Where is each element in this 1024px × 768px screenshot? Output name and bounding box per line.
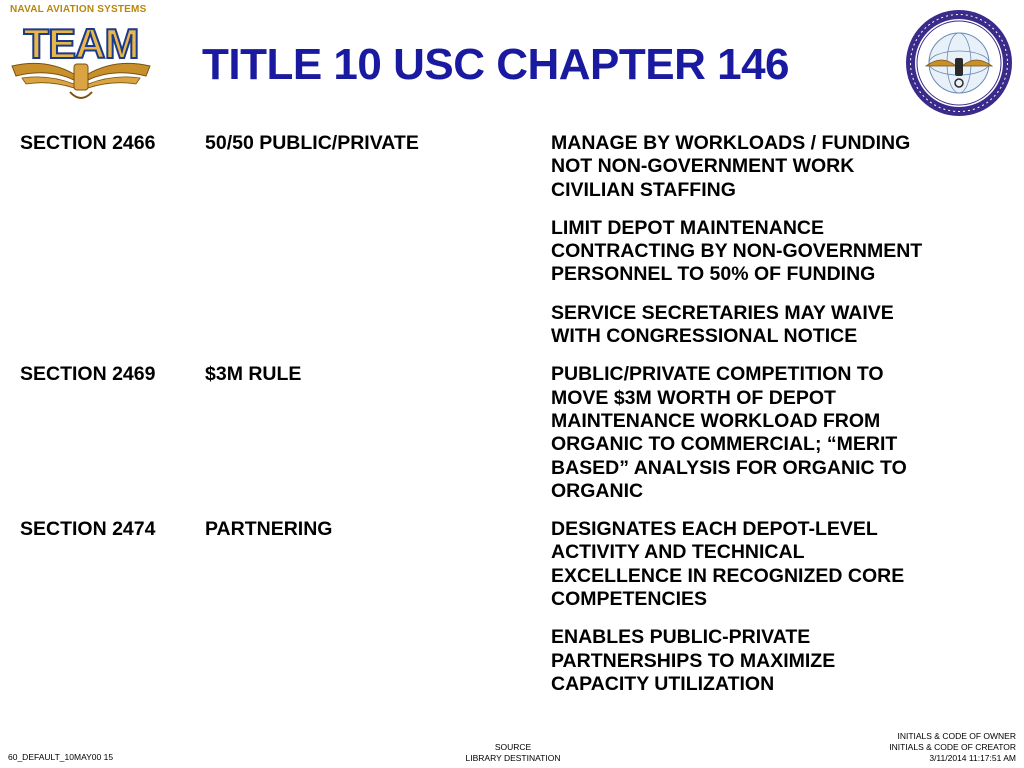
footer-slide-id: 60_DEFAULT_10MAY00 15 xyxy=(8,752,114,762)
org-name: NAVAL AVIATION SYSTEMS xyxy=(10,4,147,15)
team-logo-text: TEAM xyxy=(23,20,139,67)
section-description xyxy=(551,518,1001,611)
section-topic: 50/50 PUBLIC/PRIVATE xyxy=(205,132,419,154)
section-descriptions xyxy=(551,518,1001,696)
section-descriptions xyxy=(551,132,1001,348)
sections-table xyxy=(20,132,1010,711)
section-number: SECTION 2474 xyxy=(20,518,156,541)
description-line: MOVE $3M WORTH OF DEPOT xyxy=(551,386,836,409)
description-line: ORGANIC xyxy=(551,479,644,502)
description-line: WITH CONGRESSIONAL NOTICE xyxy=(551,325,858,348)
description-line: DESIGNATES EACH DEPOT-LEVEL xyxy=(551,518,878,541)
section-description xyxy=(551,363,1001,503)
description-line: PARTNERSHIPS TO MAXIMIZE xyxy=(551,649,836,672)
section-row xyxy=(20,363,1010,503)
description-line: EXCELLENCE IN RECOGNIZED CORE xyxy=(551,564,905,587)
description-line: MAINTENANCE WORKLOAD FROM xyxy=(551,409,881,432)
section-topic: $3M RULE xyxy=(205,363,302,386)
section-topic: PARTNERING xyxy=(205,518,333,541)
description-line: LIMIT DEPOT MAINTENANCE xyxy=(551,216,824,239)
description-line: PERSONNEL TO 50% OF FUNDING xyxy=(551,263,876,286)
section-number: SECTION 2469 xyxy=(20,363,156,386)
description-line: ACTIVITY AND TECHNICAL xyxy=(551,541,805,564)
section-description xyxy=(551,626,1001,696)
navy-seal-emblem-icon xyxy=(904,8,1014,118)
section-row xyxy=(20,518,1010,696)
footer-library-destination: LIBRARY DESTINATION xyxy=(465,753,561,763)
description-line: ORGANIC TO COMMERCIAL; “MERIT xyxy=(551,433,898,456)
description-line: BASED” ANALYSIS FOR ORGANIC TO xyxy=(551,456,907,479)
description-line: PUBLIC/PRIVATE COMPETITION TO xyxy=(551,363,884,386)
description-line: COMPETENCIES xyxy=(551,588,708,611)
section-row xyxy=(20,132,1010,348)
footer-owner-info xyxy=(889,731,1016,764)
section-description xyxy=(551,132,1001,202)
footer-source xyxy=(463,742,563,764)
description-line: NOT NON-GOVERNMENT WORK xyxy=(551,155,855,178)
footer-creator: INITIALS & CODE OF CREATOR xyxy=(889,742,1016,752)
footer-source-label: SOURCE xyxy=(494,742,532,752)
description-line: ENABLES PUBLIC-PRIVATE xyxy=(551,626,811,649)
section-description xyxy=(551,217,1001,287)
description-line: MANAGE BY WORKLOADS / FUNDING xyxy=(551,132,911,154)
team-wings-logo-icon xyxy=(8,18,154,104)
footer-timestamp: 3/11/2014 11:17:51 AM xyxy=(929,753,1016,763)
description-line: CONTRACTING BY NON-GOVERNMENT xyxy=(551,240,923,263)
page-title: TITLE 10 USC CHAPTER 146 xyxy=(202,40,790,89)
description-line: SERVICE SECRETARIES MAY WAIVE xyxy=(551,301,894,324)
footer-owner: INITIALS & CODE OF OWNER xyxy=(897,731,1016,741)
description-line: CIVILIAN STAFFING xyxy=(551,178,736,201)
section-description xyxy=(551,302,1001,349)
section-descriptions xyxy=(551,363,1001,503)
section-number: SECTION 2466 xyxy=(20,132,156,154)
description-line: CAPACITY UTILIZATION xyxy=(551,672,775,695)
